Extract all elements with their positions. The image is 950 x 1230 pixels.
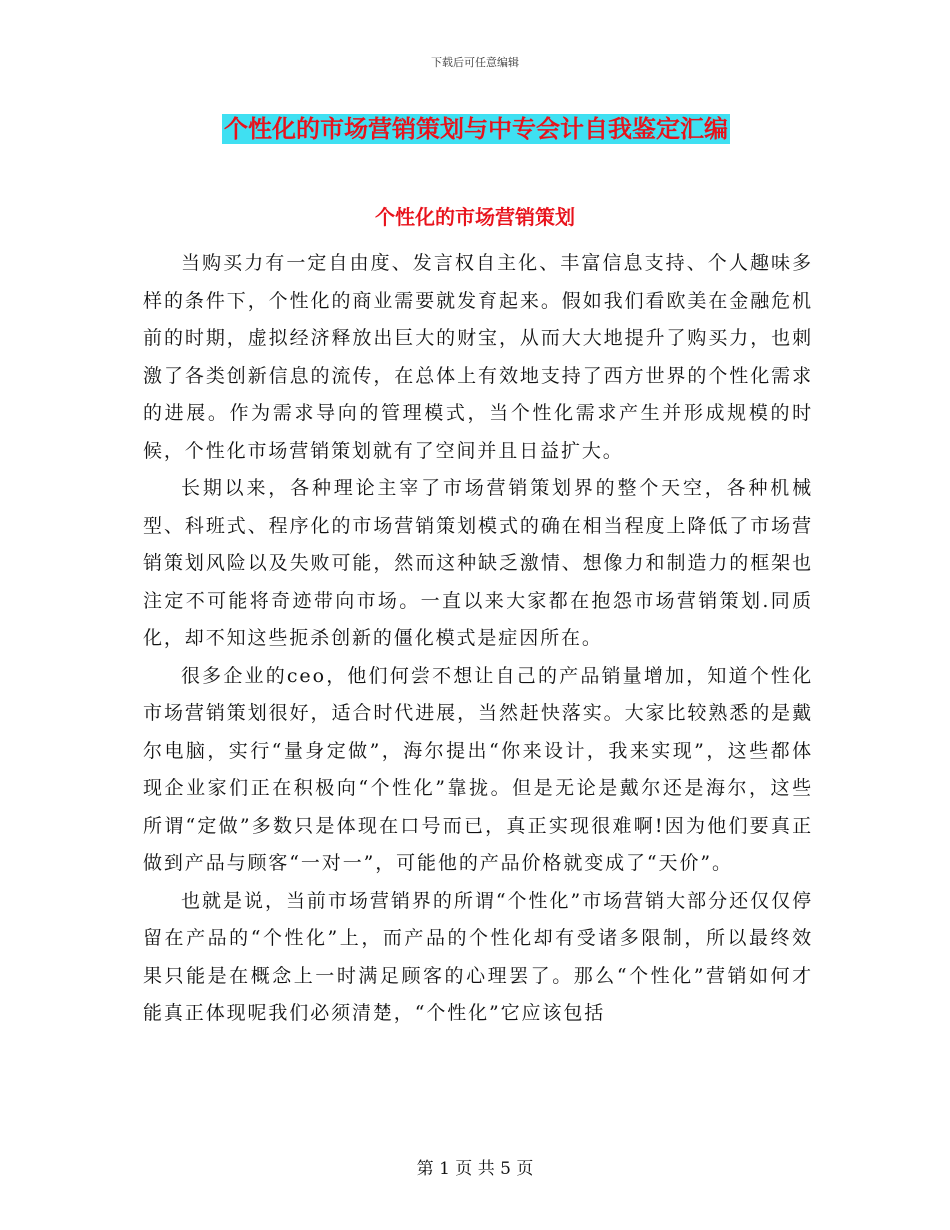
paragraph: 长期以来，各种理论主宰了市场营销策划界的整个天空，各种机械型、科班式、程序化的市场营销策划模式的确在相当程度上降低了市场营销策划风险以及失败可能，然而这种缺乏激情、想像力和制造力的框架也注定不可能将奇迹带向市场。一直以来大家都在抱怨市场营销策划.同质化，却不知这些扼杀创新的僵化模式是症因所在。 [143, 477, 813, 649]
document-body [143, 245, 813, 1033]
paragraph: 很多企业的ceo，他们何尝不想让自己的产品销量增加，知道个性化市场营销策划很好，适合时代进展，当然赶快落实。大家比较熟悉的是戴尔电脑，实行“量身定做”，海尔提出“你来设计，我来实现”，这些都体现企业家们正在积极向“个性化”靠拢。但是无论是戴尔还是海尔，这些所谓“定做”多数只是体现在口号而已，真正实现很难啊!因为他们要真正做到产品与顾客“一对一”，可能他的产品价格就变成了“天价”。 [143, 664, 813, 874]
page-header-note: 下载后可任意编辑 [431, 56, 519, 69]
page-number-footer: 第 1 页 共 5 页 [416, 1159, 534, 1179]
paragraph: 也就是说，当前市场营销界的所谓“个性化”市场营销大部分还仅仅停留在产品的“个性化”上，而产品的个性化却有受诸多限制，所以最终效果只能是在概念上一时满足顾客的心理罢了。那么“个性化”营销如何才能真正体现呢我们必须清楚，“个性化”它应该包括 [143, 889, 813, 1024]
document-title: 个性化的市场营销策划与中专会计自我鉴定汇编 [224, 114, 728, 143]
paragraph: 当购买力有一定自由度、发言权自主化、丰富信息支持、个人趣味多样的条件下，个性化的商业需要就发育起来。假如我们看欧美在金融危机前的时期，虚拟经济释放出巨大的财宝，从而大大地提升了购买力，也刺激了各类创新信息的流传，在总体上有效地支持了西方世界的个性化需求的进展。作为需求导向的管理模式，当个性化需求产生并形成规模的时候，个性化市场营销策划就有了空间并且日益扩大。 [143, 252, 813, 462]
section-title: 个性化的市场营销策划 [375, 205, 575, 229]
